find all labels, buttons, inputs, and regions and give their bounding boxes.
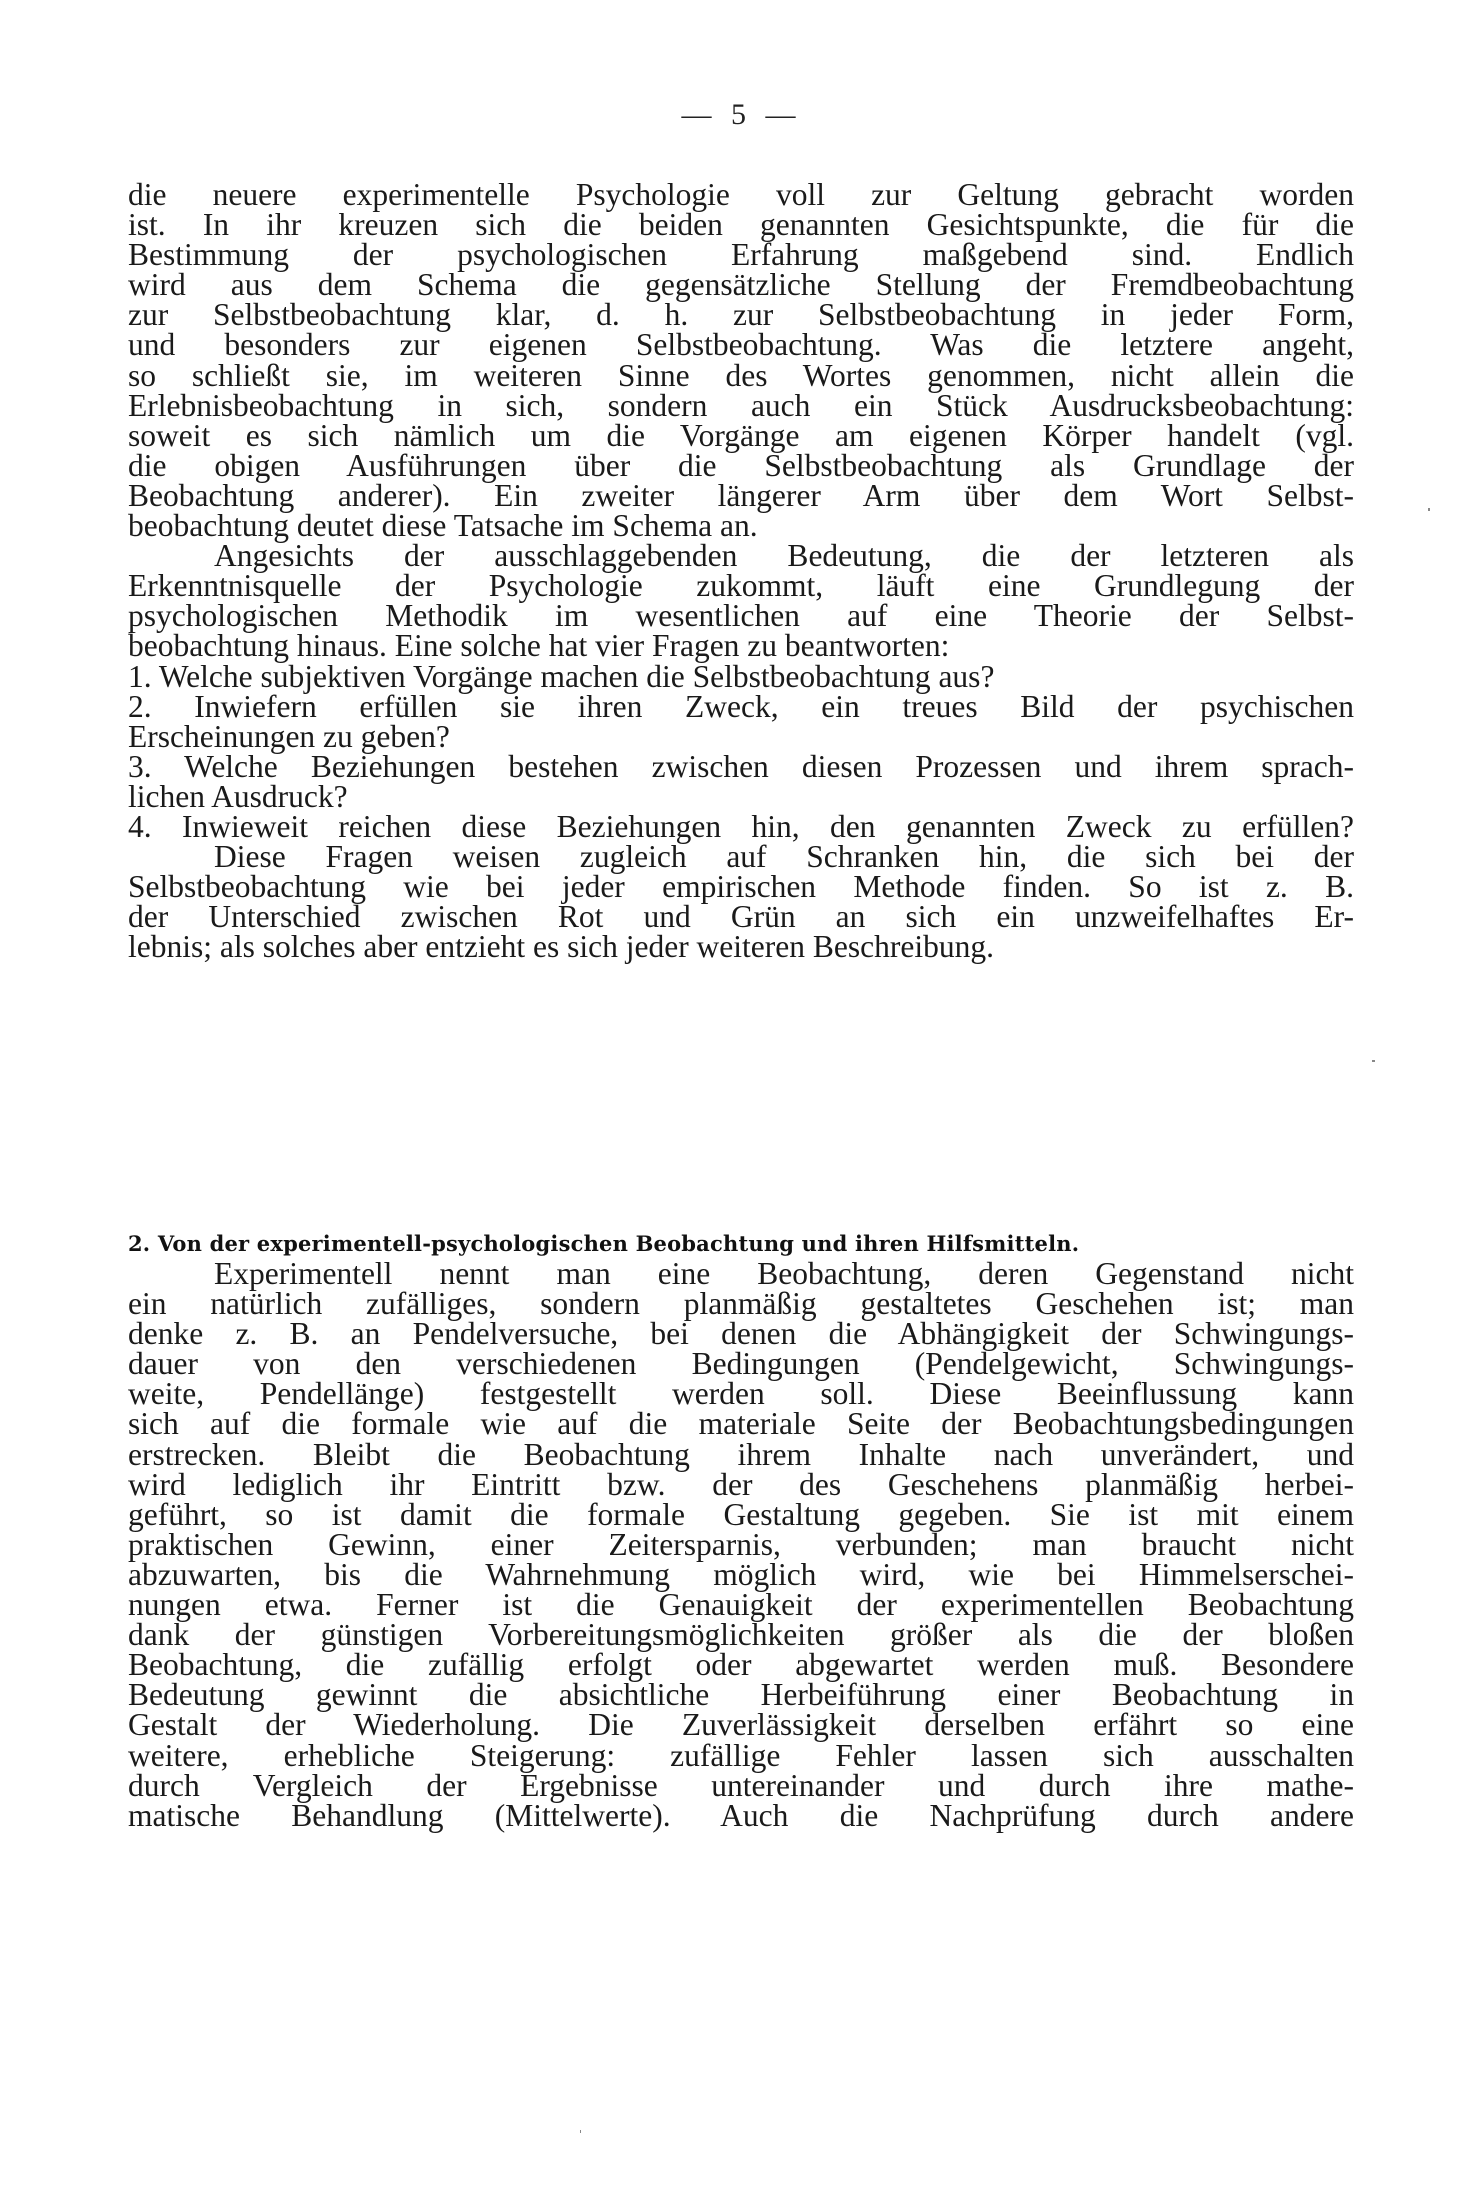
text-line: die obigen Ausführungen über die Selbstbeobachtung als Grundlage der: [128, 447, 1354, 483]
margin-speck: [580, 2130, 581, 2133]
page-number: — 5 —: [681, 98, 802, 131]
text-line: soweit es sich nämlich um die Vorgänge am eigenen Körper handelt (vgl.: [128, 417, 1354, 453]
text-line: Angesichts der ausschlaggebenden Bedeutung, die der letzteren als: [214, 538, 1354, 574]
text-line: denke z. B. an Pendelversuche, bei denen die Abhängigkeit der Schwingungs-: [128, 1316, 1354, 1352]
text-line: wird lediglich ihr Eintritt bzw. der des Geschehens planmäßig herbei-: [128, 1466, 1354, 1502]
text-line: beobachtung deutet diese Tatsache im Schema an.: [128, 508, 758, 544]
text-line: beobachtung hinaus. Eine solche hat vier Fragen zu beantworten:: [128, 628, 950, 664]
text-line: ein natürlich zufälliges, sondern planmäßig gestaltetes Geschehen ist; man: [128, 1286, 1354, 1322]
text-line: Diese Fragen weisen zugleich auf Schranken hin, die sich bei der: [214, 839, 1354, 875]
text-line: lichen Ausdruck?: [128, 778, 348, 814]
text-line: 1. Welche subjektiven Vorgänge machen die Selbstbeobachtung aus?: [128, 658, 995, 694]
text-line: praktischen Gewinn, einer Zeitersparnis, verbunden; man braucht nicht: [128, 1526, 1354, 1562]
text-line: dank der günstigen Vorbereitungsmöglichkeiten größer als die der bloßen: [128, 1617, 1354, 1653]
margin-speck: [1428, 508, 1430, 511]
text-line: so schließt sie, im weiteren Sinne des Wortes genommen, nicht allein die: [128, 357, 1354, 393]
text-line: Erlebnisbeobachtung in sich, sondern auch ein Stück Ausdrucksbeobachtung:: [128, 387, 1354, 423]
text-line: durch Vergleich der Ergebnisse untereinander und durch ihre mathe-: [128, 1767, 1354, 1803]
text-line: Beobachtung anderer). Ein zweiter längerer Arm über dem Wort Selbst-: [128, 477, 1354, 513]
text-line: Experimentell nennt man eine Beobachtung, deren Gegenstand nicht: [214, 1256, 1354, 1291]
text-line: lebnis; als solches aber entzieht es sich jeder weiteren Beschreibung.: [128, 929, 994, 965]
text-line: die neuere experimentelle Psychologie voll zur Geltung gebracht worden: [128, 177, 1354, 212]
text-line: zur Selbstbeobachtung klar, d. h. zur Selbstbeobachtung in jeder Form,: [128, 297, 1354, 333]
text-line: Bestimmung der psychologischen Erfahrung maßgebend sind. Endlich: [128, 237, 1354, 273]
text-line: nungen etwa. Ferner ist die Genauigkeit der experimentellen Beobachtung: [128, 1587, 1354, 1623]
text-line: psychologischen Methodik im wesentlichen auf eine Theorie der Selbst-: [128, 598, 1354, 634]
text-line: 2. Inwiefern erfüllen sie ihren Zweck, ein treues Bild der psychischen: [128, 688, 1354, 724]
text-line: weitere, erhebliche Steigerung: zufällige Fehler lassen sich ausschalten: [128, 1737, 1354, 1773]
text-line: 3. Welche Beziehungen bestehen zwischen diesen Prozessen und ihrem sprach-: [128, 748, 1354, 784]
section-heading: 2. Von der experimentell-psychologischen Beobachtung und ihren Hilfsmitteln.: [128, 1231, 1080, 1256]
text-line: Selbstbeobachtung wie bei jeder empirischen Methode finden. So ist z. B.: [128, 869, 1354, 905]
text-line: und besonders zur eigenen Selbstbeobachtung. Was die letztere angeht,: [128, 327, 1354, 363]
text-line: der Unterschied zwischen Rot und Grün an sich ein unzweifelhaftes Er-: [128, 899, 1354, 935]
body-text-section-1: [128, 177, 1354, 965]
text-line: Bedeutung gewinnt die absichtliche Herbeiführung einer Beobachtung in: [128, 1677, 1354, 1713]
text-line: Erscheinungen zu geben?: [128, 718, 450, 754]
text-line: Erkenntnisquelle der Psychologie zukommt, läuft eine Grundlegung der: [128, 568, 1354, 604]
text-line: sich auf die formale wie auf die materiale Seite der Beobachtungsbedingungen: [128, 1406, 1354, 1442]
text-line: Gestalt der Wiederholung. Die Zuverlässigkeit derselben erfährt so eine: [128, 1707, 1354, 1743]
text-line: erstrecken. Bleibt die Beobachtung ihrem Inhalte nach unverändert, und: [128, 1436, 1354, 1472]
margin-speck: [1372, 1060, 1375, 1062]
text-line: Beobachtung, die zufällig erfolgt oder abgewartet werden muß. Besondere: [128, 1647, 1354, 1683]
text-line: ist. In ihr kreuzen sich die beiden genannten Gesichtspunkte, die für die: [128, 207, 1354, 243]
text-line: geführt, so ist damit die formale Gestaltung gegeben. Sie ist mit einem: [128, 1496, 1354, 1532]
body-text-section-2: [128, 1256, 1354, 1833]
text-line: weite, Pendellänge) festgestellt werden soll. Diese Beeinflussung kann: [128, 1376, 1354, 1412]
text-line: 4. Inwieweit reichen diese Beziehungen hin, den genannten Zweck zu erfüllen?: [128, 808, 1354, 844]
text-line: dauer von den verschiedenen Bedingungen (Pendelgewicht, Schwingungs-: [128, 1346, 1354, 1382]
text-line: wird aus dem Schema die gegensätzliche Stellung der Fremdbeobachtung: [128, 267, 1354, 303]
text-line: abzuwarten, bis die Wahrnehmung möglich wird, wie bei Himmelserschei-: [128, 1556, 1354, 1592]
text-line: matische Behandlung (Mittelwerte). Auch die Nachprüfung durch andere: [128, 1797, 1354, 1833]
